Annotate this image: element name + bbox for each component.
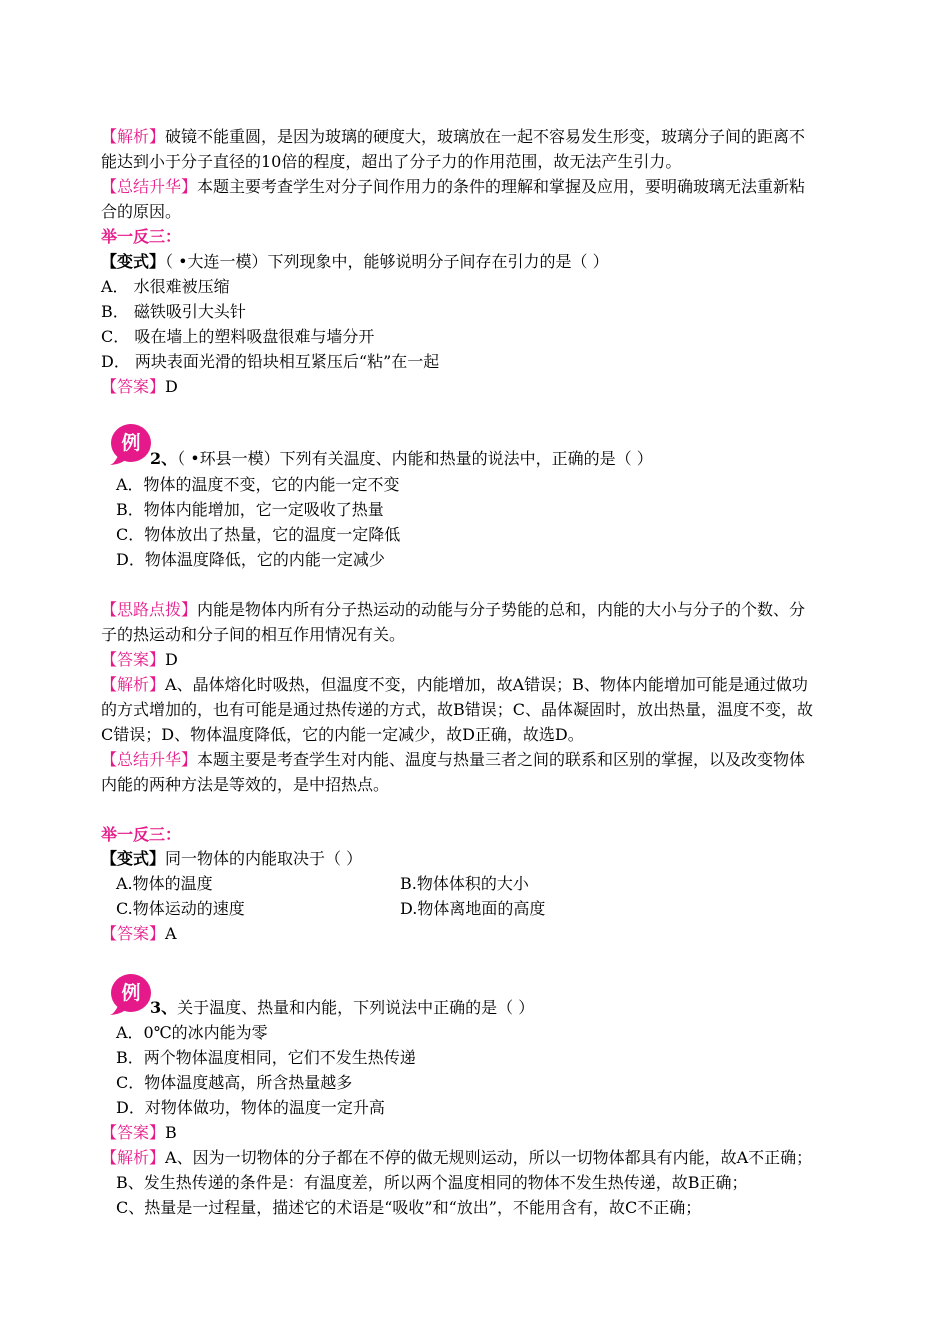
badge-label: 例	[121, 982, 141, 1004]
answer-value: A	[165, 924, 177, 943]
hint-line	[101, 599, 805, 621]
summary-text: 本题主要考查学生对分子间作用力的条件的理解和掌握及应用，要明确玻璃无法重新粘	[197, 177, 806, 196]
analysis-line	[101, 674, 808, 696]
analysis-tag: 【解析】	[101, 675, 166, 694]
answer-tag: 【答案】	[101, 1123, 166, 1142]
answer-value: B	[165, 1123, 177, 1142]
variant-question	[101, 848, 362, 870]
analysis-line	[101, 1147, 812, 1169]
variant-tag: 【变式】	[101, 252, 166, 271]
analysis-tag: 【解析】	[101, 127, 166, 146]
answer-tag: 【答案】	[101, 924, 166, 943]
option-item: A．物体的温度不变，它的内能一定不变	[116, 475, 400, 494]
example-number: 2、	[150, 449, 178, 468]
example-question-text: （ •环县一模）下列有关温度、内能和热量的说法中，正确的是（ ）	[177, 449, 653, 468]
option-item: D． 两块表面光滑的铅块相互紧压后“粘”在一起	[101, 352, 440, 371]
analysis-text: A、因为一切物体的分子都在不停的做无规则运动，所以一切物体都具有内能，故A不正确；	[165, 1148, 813, 1167]
answer-line	[101, 923, 177, 945]
summary-text: 本题主要是考查学生对内能、温度与热量三者之间的联系和区别的掌握，以及改变物体	[197, 750, 806, 769]
hint-tag: 【思路点拨】	[101, 600, 198, 619]
answer-value: D	[165, 650, 178, 669]
analysis-line: B、发生热传递的条件是：有温度差，所以两个温度相同的物体不发生热传递，故B正确；	[116, 1173, 748, 1192]
option-row	[116, 898, 716, 920]
variant-text: （ •大连一模）下列现象中，能够说明分子间存在引力的是（ ）	[165, 252, 609, 271]
summary-tag: 【总结升华】	[101, 177, 198, 196]
hint-line: 子的热运动和分子间的相互作用情况有关。	[101, 625, 406, 644]
analysis-line: C、热量是一过程量，描述它的术语是“吸收”和“放出”，不能用含有，故C不正确；	[116, 1198, 702, 1217]
example-badge-icon	[108, 970, 154, 1016]
option-item: C．物体温度越高，所含热量越多	[116, 1073, 353, 1092]
option-item: D．物体温度降低，它的内能一定减少	[116, 550, 385, 569]
answer-tag: 【答案】	[101, 377, 166, 396]
variant-text: 同一物体的内能取决于（ ）	[165, 849, 363, 868]
hint-text: 内能是物体内所有分子热运动的动能与分子势能的总和，内能的大小与分子的个数、分	[197, 600, 806, 619]
option-item: C． 吸在墙上的塑料吸盘很难与墙分开	[101, 327, 375, 346]
summary-line: 内能的两种方法是等效的，是中招热点。	[101, 775, 390, 794]
analysis-line: C错误；D、物体温度降低，它的内能一定减少，故D正确，故选D。	[101, 725, 584, 744]
example-number: 3、	[150, 998, 178, 1017]
analysis-tag: 【解析】	[101, 1148, 166, 1167]
analysis-text: A、晶体熔化时吸热，但温度不变，内能增加，故A错误；B、物体内能增加可能是通过做功	[165, 675, 808, 694]
badge-label: 例	[121, 432, 141, 454]
summary-line	[101, 176, 805, 198]
analysis-line: 能达到小于分子直径的10倍的程度，超出了分子力的作用范围，故无法产生引力。	[101, 152, 682, 171]
summary-line	[101, 749, 805, 771]
example-question-text: 关于温度、热量和内能，下列说法中正确的是（ ）	[177, 998, 535, 1017]
example-question	[150, 997, 534, 1019]
analysis-line	[101, 126, 805, 148]
variant-tag: 【变式】	[101, 849, 166, 868]
option-item: B．两个物体温度相同，它们不发生热传递	[116, 1048, 416, 1067]
option-item: B． 磁铁吸引大头针	[101, 302, 246, 321]
option-item: D.物体离地面的高度	[400, 899, 546, 918]
example-badge-icon	[108, 420, 154, 466]
summary-line: 合的原因。	[101, 202, 182, 221]
answer-line	[101, 376, 178, 398]
option-item: B．物体内能增加，它一定吸收了热量	[116, 500, 384, 519]
option-item: C.物体运动的速度	[116, 899, 245, 918]
summary-tag: 【总结升华】	[101, 750, 198, 769]
analysis-line: 的方式增加的，也有可能是通过热传递的方式，故B错误；C、晶体凝固时，放出热量，温度不变，故	[101, 700, 814, 719]
answer-line	[101, 649, 178, 671]
option-item: A.物体的温度	[116, 874, 213, 893]
analysis-text: 破镜不能重圆，是因为玻璃的硬度大，玻璃放在一起不容易发生形变，玻璃分子间的距离不	[165, 127, 806, 146]
option-item: B.物体体积的大小	[400, 874, 529, 893]
option-item: A．0℃的冰内能为零	[116, 1023, 268, 1042]
option-row	[116, 873, 716, 895]
practice-heading: 举一反三：	[101, 227, 182, 246]
answer-tag: 【答案】	[101, 650, 166, 669]
option-item: C．物体放出了热量，它的温度一定降低	[116, 525, 401, 544]
practice-heading: 举一反三：	[101, 825, 182, 844]
variant-question	[101, 251, 609, 273]
option-item: D．对物体做功，物体的温度一定升高	[116, 1098, 385, 1117]
answer-line	[101, 1122, 177, 1144]
option-item: A． 水很难被压缩	[101, 277, 230, 296]
example-question	[150, 448, 653, 470]
answer-value: D	[165, 377, 178, 396]
